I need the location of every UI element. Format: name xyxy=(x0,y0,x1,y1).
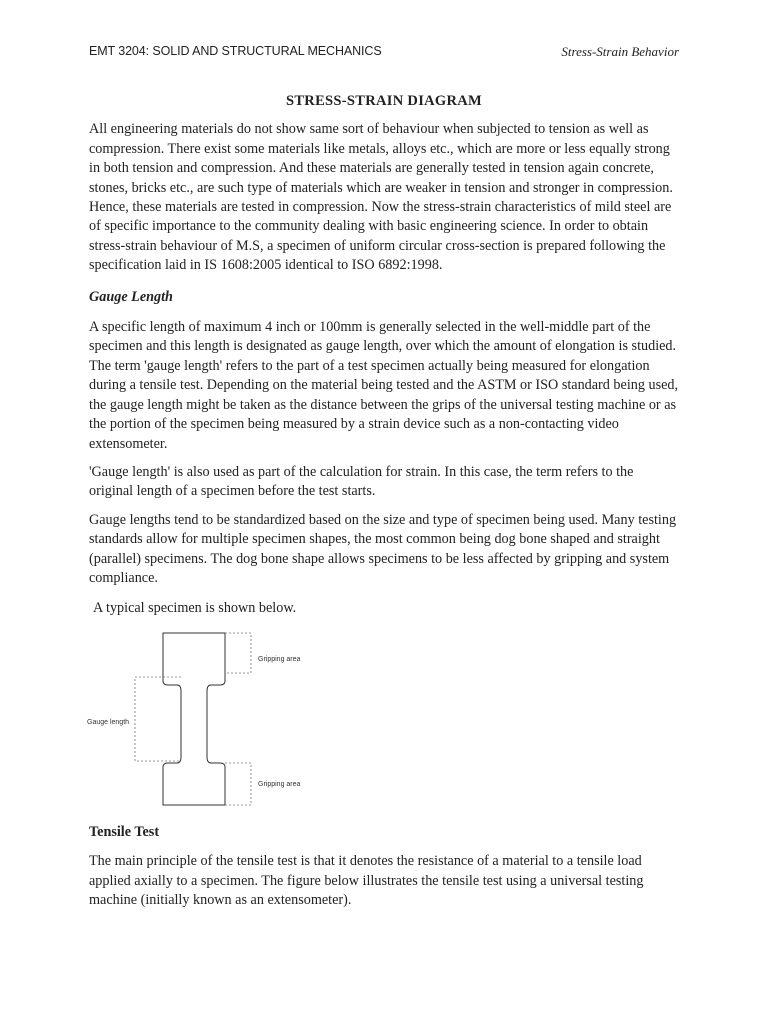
grip-bottom-bracket xyxy=(225,763,251,805)
gauge-length-heading: Gauge Length xyxy=(89,288,173,305)
document-body xyxy=(89,92,679,919)
tensile-paragraph: The main principle of the tensile test is that it denotes the resistance of a material to a tensile load applied axially to a specimen. The figure below illustrates the tensile test using a universal testing machine (initially known as an extensometer). xyxy=(89,853,644,908)
grip-top-bracket xyxy=(225,633,251,673)
course-title: EMT 3204: SOLID AND STRUCTURAL MECHANICS xyxy=(89,44,382,58)
specimen-figure xyxy=(85,629,325,809)
intro-paragraph: All engineering materials do not show same sort of behaviour when subjected to tension as well as compression. There exist some materials like metals, alloys etc., which are more or less equally strong in both tension and compression. And these materials are generally tested in tension again concrete, stones, bricks etc., are such type of materials which are weaker in tension and stronger in compression. Hence, these materials are tested in compression. Now the stress-strain characteristics of mild steel are of specific importance to the community dealing with basic engineering science. In order to obtain stress-strain behaviour of M.S, a specimen of uniform circular cross-section is prepared following the specification laid in IS 1608:2005 identical to ISO 6892:1998. xyxy=(89,121,673,274)
topic-title: Stress-Strain Behavior xyxy=(561,44,679,59)
gauge-length-label: Gauge length xyxy=(87,718,130,726)
tensile-test-heading: Tensile Test xyxy=(89,823,160,840)
gauge-bracket xyxy=(135,677,181,761)
page-header xyxy=(89,44,679,64)
specimen-intro: A typical specimen is shown below. xyxy=(93,600,297,617)
grip-top-label: Gripping area xyxy=(258,655,301,663)
gauge-paragraph-2: 'Gauge length' is also used as part of the calculation for strain. In this case, the term refers to the original length of a specimen before the test starts. xyxy=(89,463,634,500)
page-title: STRESS-STRAIN DIAGRAM xyxy=(285,93,483,109)
grip-bottom-label: Gripping area xyxy=(258,780,301,788)
specimen-outline xyxy=(163,633,225,805)
gauge-paragraph-1: A specific length of maximum 4 inch or 100mm is generally selected in the well-middle part of the specimen and this length is designated as gauge length, over which the amount of elongation is studied. The term 'gauge length' refers to the part of a test specimen actually being measured for elongation during a tensile test. Depending on the material being tested and the ASTM or ISO standard being used, the gauge length might be taken as the distance between the grips of the universal testing machine or as the portion of the specimen being measured by a strain device such as a non-contacting video extensometer. xyxy=(89,319,679,452)
gauge-paragraph-3: Gauge lengths tend to be standardized based on the size and type of specimen being used. Many testing standards allow for multiple specimen shapes, the most common being dog bone shaped and straight (parallel) specimens. The dog bone shape allows specimens to be less affected by gripping and system compliance. xyxy=(89,511,677,586)
